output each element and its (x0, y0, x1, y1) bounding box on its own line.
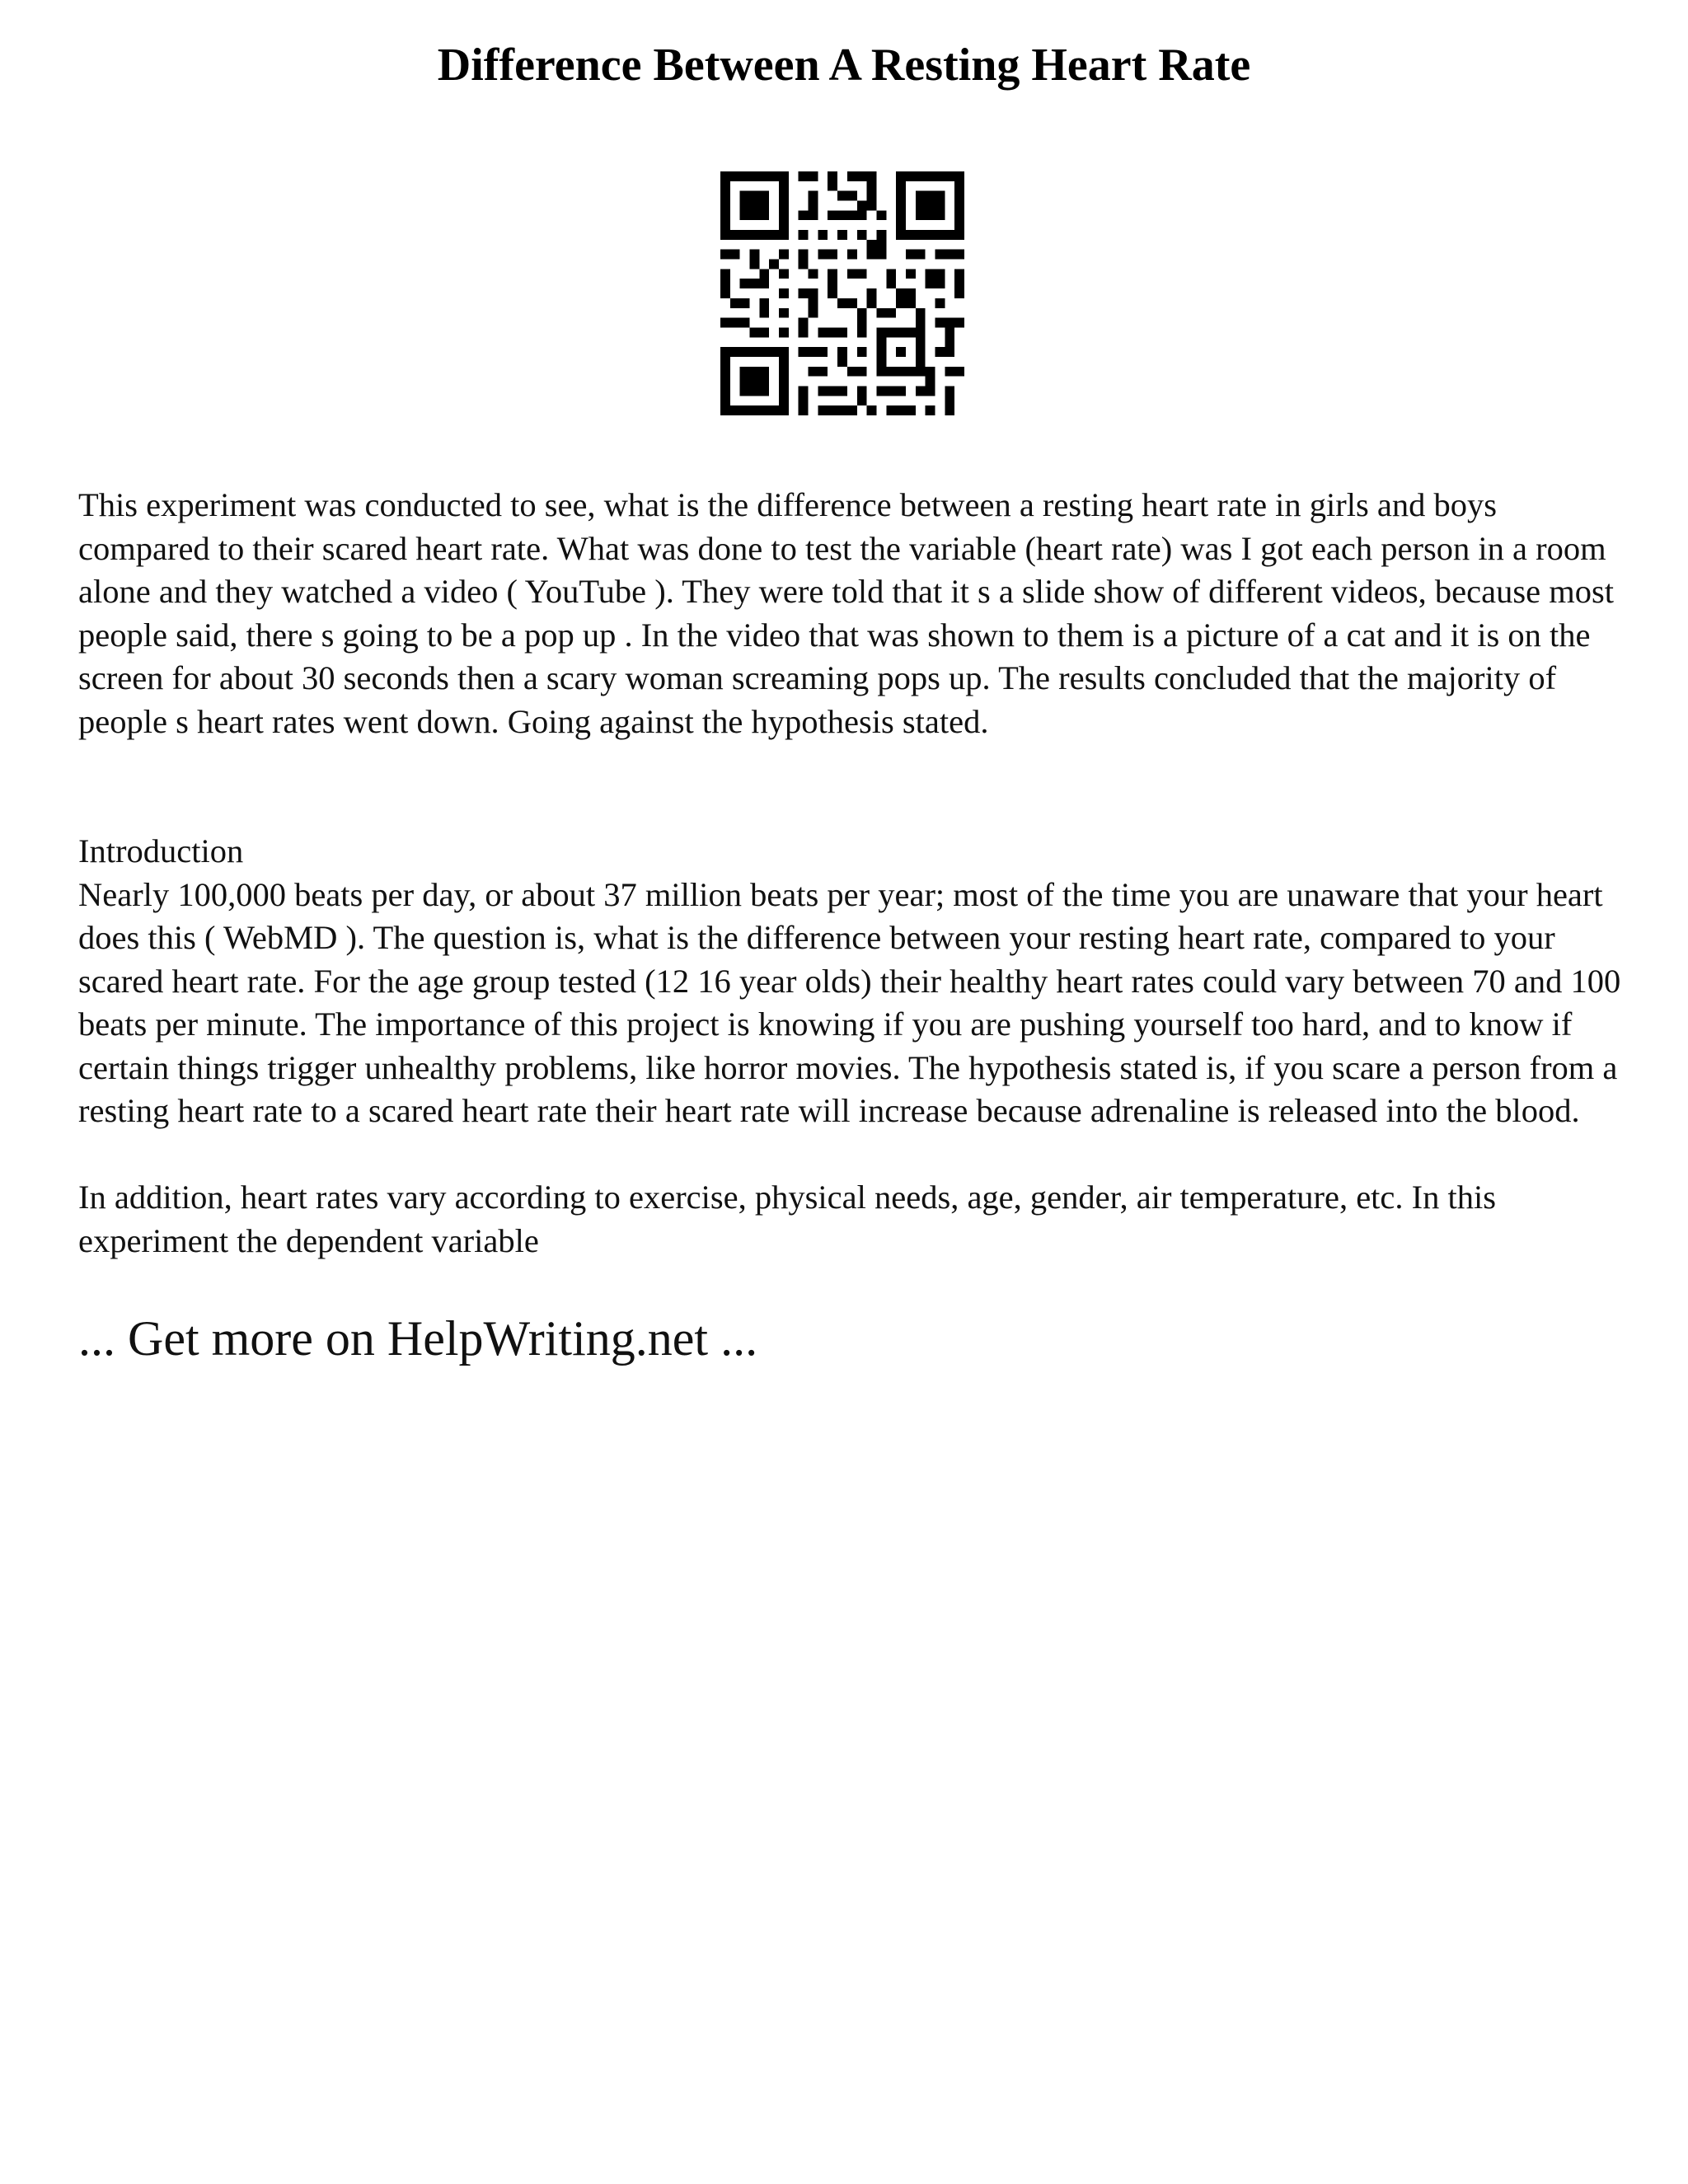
introduction-continuation-paragraph: In addition, heart rates vary according to exercise, physical needs, age, gender, air temperature, etc. In this experiment the dependent variable (78, 1179, 1497, 1259)
abstract-paragraph: This experiment was conducted to see, what is the difference between a resting heart rate in girls and boys compared to their scared heart rate. What was done to test the variable (heart rate) was I got each person in a room alone and they watched a video ( YouTube ). They were told that it s a slide show of different videos, because most people said, there s going to be a pop up . In the video that was shown to them is a picture of a cat and it is on the screen for about 30 seconds then a scary woman screaming pops up. The results concluded that the majority of people s heart rates went down. Going against the hypothesis stated. (78, 486, 1614, 740)
document-title: Difference Between A Resting Heart Rate (437, 40, 1251, 91)
introduction-paragraph: Nearly 100,000 beats per day, or about 37 million beats per year; most of the time you are unaware that your heart does this ( WebMD ). The question is, what is the difference between your resting heart rate, compared to your scared heart rate. For the age group tested (12 16 year olds) their healthy heart rates could vary between 70 and 100 beats per minute. The importance of this project is knowing if you are pushing yourself too hard, and to know if certain things trigger unhealthy problems, like horror movies. The hypothesis stated is, if you scare a person from a resting heart rate to a scared heart rate their heart rate will increase because adrenaline is released into the blood. (78, 875, 1621, 1129)
qr-code-icon (720, 171, 964, 415)
get-more-link[interactable]: ... Get more on HelpWriting.net ... (78, 1311, 758, 1366)
introduction-heading: Introduction (78, 832, 244, 869)
